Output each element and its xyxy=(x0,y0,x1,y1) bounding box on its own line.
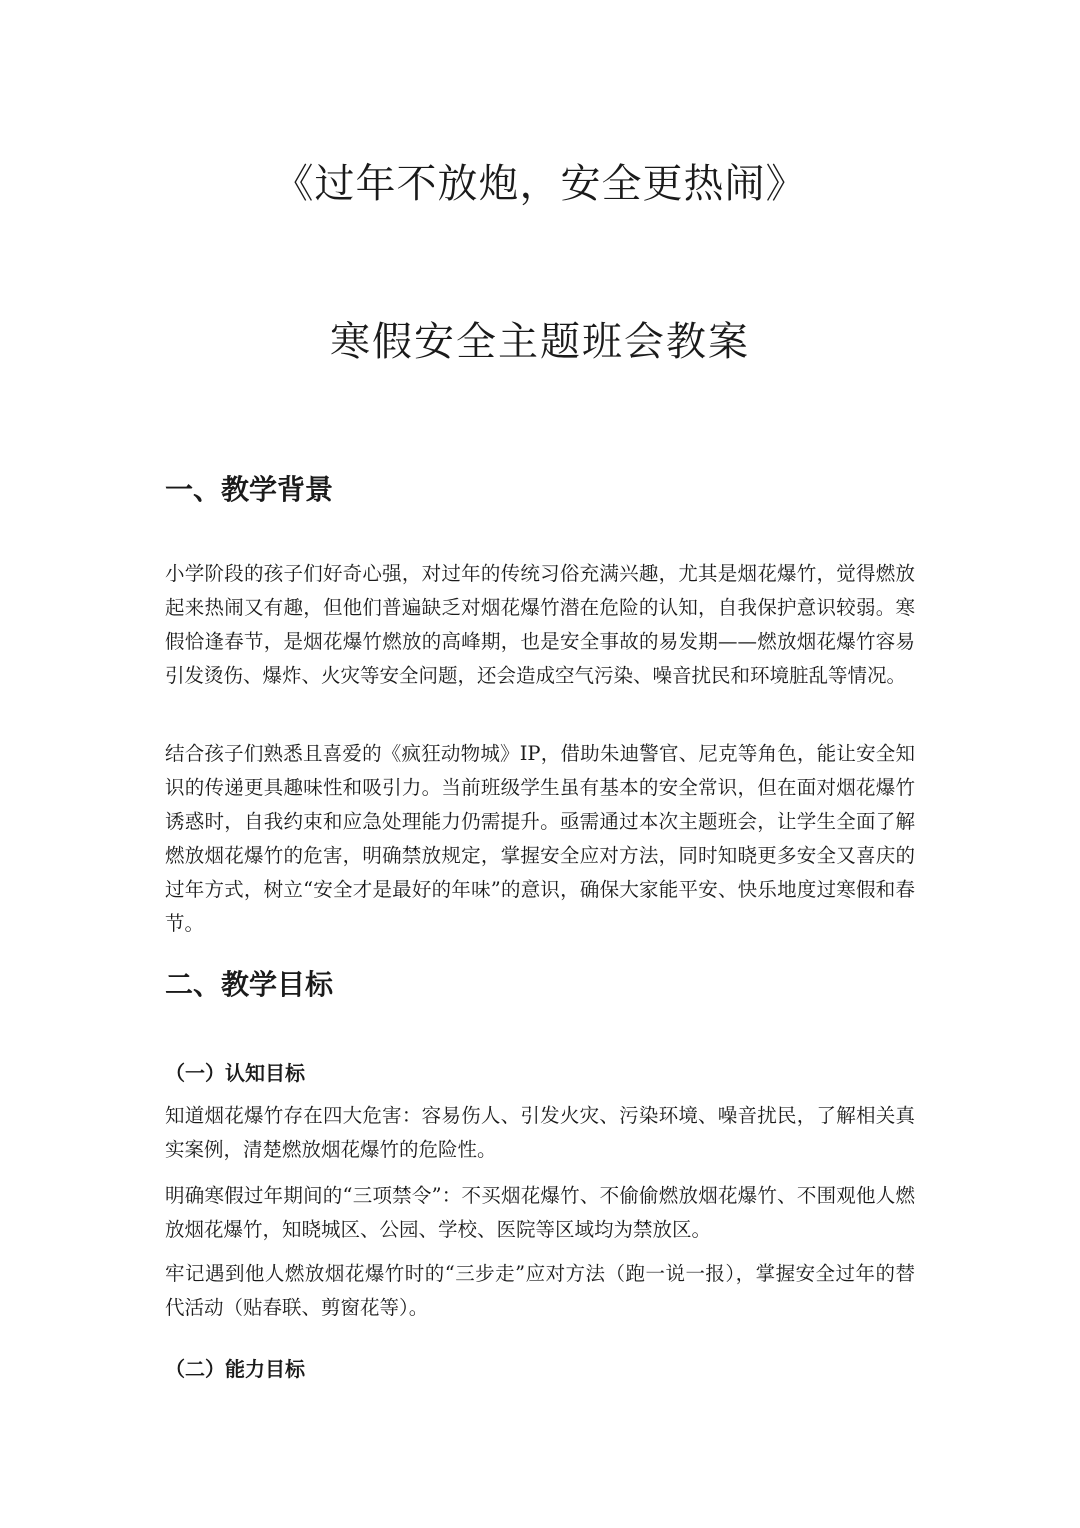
cognitive-paragraph-1: 知道烟花爆竹存在四大危害：容易伤人、引发火灾、污染环境、噪音扰民，了解相关真实案例，清楚燃放烟花爆竹的危险性。 xyxy=(165,1104,915,1161)
background-paragraph-1: 小学阶段的孩子们好奇心强，对过年的传统习俗充满兴趣，尤其是烟花爆竹，觉得燃放起来热闹又有趣，但他们普遍缺乏对烟花爆竹潜在危险的认知，自我保护意识较弱。寒假恰逢春节，是烟花爆竹燃放的高峰期，也是安全事故的易发期——燃放烟花爆竹容易引发烫伤、爆炸、火灾等安全问题，还会造成空气污染、噪音扰民和环境脏乱等情况。 xyxy=(165,562,915,687)
section-heading-objectives: 二、教学目标 xyxy=(165,968,334,1001)
subsection-heading-cognitive: （一）认知目标 xyxy=(165,1061,305,1085)
background-paragraph-2: 结合孩子们熟悉且喜爱的《疯狂动物城》IP，借助朱迪警官、尼克等角色，能让安全知识的传递更具趣味性和吸引力。当前班级学生虽有基本的安全常识，但在面对烟花爆竹诱惑时，自我约束和应急处理能力仍需提升。亟需通过本次主题班会，让学生全面了解燃放烟花爆竹的危害，明确禁放规定，掌握安全应对方法，同时知晓更多安全又喜庆的过年方式，树立“安全才是最好的年味”的意识，确保大家能平安、快乐地度过寒假和春节。 xyxy=(165,742,915,935)
section-heading-background: 一、教学背景 xyxy=(165,473,334,506)
subsection-heading-ability: （二）能力目标 xyxy=(165,1357,305,1381)
cognitive-paragraph-3: 牢记遇到他人燃放烟花爆竹时的“三步走”应对方法（跑一说一报），掌握安全过年的替代活动（贴春联、剪窗花等）。 xyxy=(165,1262,915,1319)
document-title: 《过年不放炮，安全更热闹》 xyxy=(273,161,807,207)
document-subtitle: 寒假安全主题班会教案 xyxy=(330,319,750,365)
cognitive-paragraph-2: 明确寒假过年期间的“三项禁令”：不买烟花爆竹、不偷偷燃放烟花爆竹、不围观他人燃放烟花爆竹，知晓城区、公园、学校、医院等区域均为禁放区。 xyxy=(165,1184,915,1241)
